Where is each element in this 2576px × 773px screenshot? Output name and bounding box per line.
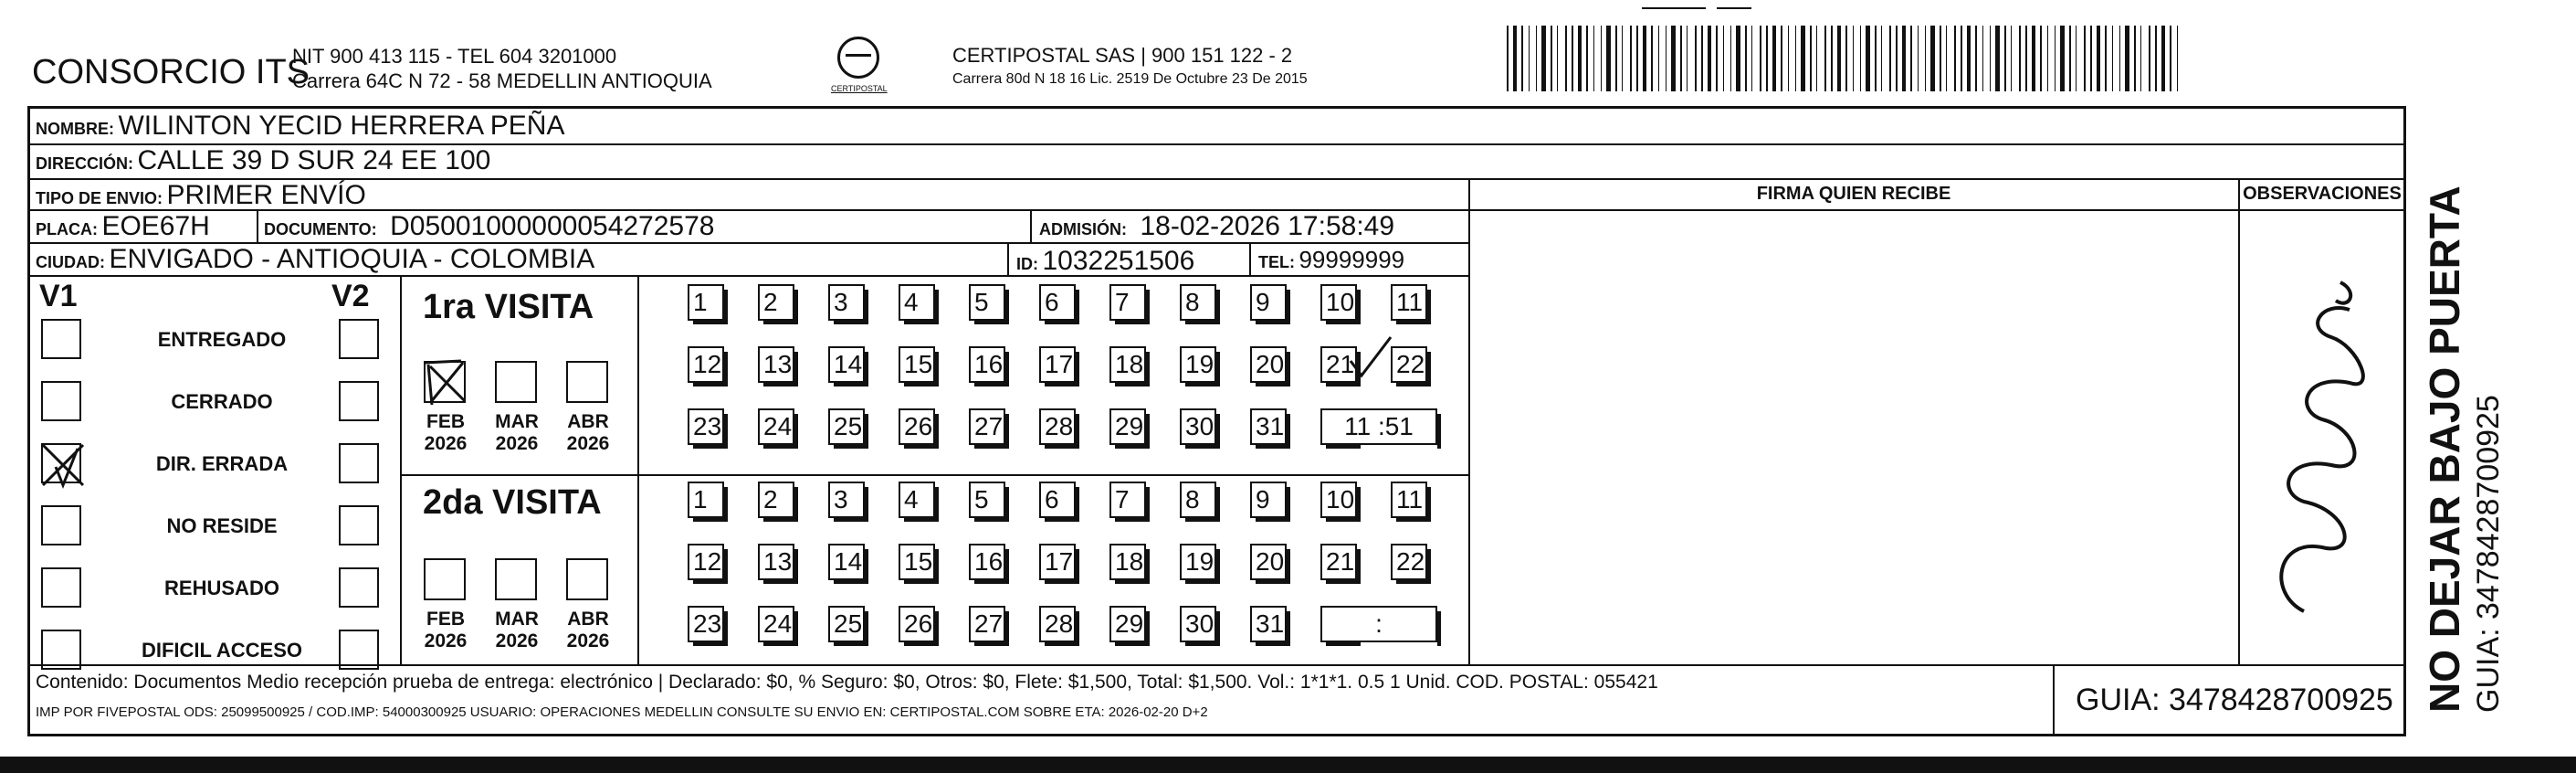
tipo-value: PRIMER ENVÍO bbox=[166, 180, 366, 210]
status-label: CERRADO bbox=[171, 390, 273, 413]
month-year: 2026 bbox=[424, 433, 468, 454]
row-admision bbox=[1039, 211, 1394, 242]
second-day-box[interactable]: 24 bbox=[758, 606, 794, 642]
no-dejar-bajo-puerta: NO DEJAR BAJO PUERTA bbox=[2421, 185, 2468, 713]
admision-value: 18-02-2026 17:58:49 bbox=[1140, 211, 1395, 241]
first-day-box[interactable]: 11 bbox=[1391, 284, 1427, 321]
day-21-check-mark bbox=[1345, 334, 1396, 385]
carrier-info bbox=[952, 44, 1308, 88]
nombre-value: WILINTON YECID HERRERA PEÑA bbox=[118, 111, 565, 141]
status-label: NO RESIDE bbox=[166, 514, 278, 537]
second-day-box[interactable]: 30 bbox=[1180, 606, 1216, 642]
observaciones-header: OBSERVACIONES bbox=[2243, 184, 2402, 204]
month-name: ABR bbox=[567, 609, 609, 630]
second-day-box[interactable]: 26 bbox=[899, 606, 935, 642]
divider bbox=[1030, 209, 1032, 242]
second-day-box[interactable]: 25 bbox=[828, 606, 865, 642]
first-day-box[interactable]: 25 bbox=[828, 408, 865, 445]
id-value: 1032251506 bbox=[1042, 246, 1195, 276]
nit-line: NIT 900 413 115 - TEL 604 3201000 bbox=[292, 45, 617, 68]
feb-check-mark bbox=[421, 357, 472, 408]
first-day-box[interactable]: 29 bbox=[1109, 408, 1146, 445]
first-month-label bbox=[561, 411, 615, 455]
placa-label: PLACA: bbox=[36, 220, 98, 238]
second-day-box[interactable]: 20 bbox=[1250, 544, 1287, 580]
v1-checkbox[interactable] bbox=[41, 567, 81, 608]
top-rule bbox=[1642, 7, 1706, 9]
signature-mark bbox=[2249, 246, 2395, 648]
row-tel bbox=[1258, 246, 1404, 274]
row-documento bbox=[264, 211, 714, 242]
first-day-box[interactable]: 10 bbox=[1320, 284, 1357, 321]
v1-check-mark bbox=[37, 439, 89, 491]
second-day-box[interactable]: 10 bbox=[1320, 482, 1357, 518]
row-tipo bbox=[36, 180, 366, 211]
month-year: 2026 bbox=[566, 433, 610, 454]
row-direccion bbox=[36, 145, 490, 176]
divider bbox=[30, 275, 1468, 277]
ciudad-label: CIUDAD: bbox=[36, 253, 105, 271]
second-day-box[interactable]: 15 bbox=[899, 544, 935, 580]
divider bbox=[30, 178, 2406, 180]
row-placa bbox=[36, 211, 210, 242]
divider bbox=[1007, 242, 1009, 275]
second-day-box[interactable]: 13 bbox=[758, 544, 794, 580]
second-day-box[interactable]: 23 bbox=[688, 606, 724, 642]
month-name: FEB bbox=[426, 411, 465, 432]
side-notice bbox=[2420, 185, 2507, 713]
status-label: REHUSADO bbox=[164, 577, 279, 599]
second-day-box[interactable]: 3 bbox=[828, 482, 865, 518]
second-time-box[interactable]: : bbox=[1320, 606, 1437, 642]
v1-label: V1 bbox=[39, 279, 78, 313]
ciudad-value: ENVIGADO - ANTIOQUIA - COLOMBIA bbox=[109, 244, 595, 274]
second-day-box[interactable]: 14 bbox=[828, 544, 865, 580]
first-day-box[interactable]: 16 bbox=[969, 346, 1005, 383]
first-day-box[interactable]: 9 bbox=[1250, 284, 1287, 321]
v2-checkbox[interactable] bbox=[339, 443, 379, 483]
side-guia: GUIA: 3478428700925 bbox=[2471, 395, 2506, 713]
first-day-box[interactable]: 23 bbox=[688, 408, 724, 445]
footer-content: Contenido: Documentos Medio recepción prueba de entrega: electrónico | Declarado: $0, % Seguro: $0, Otros: $0, Flete: $1,500, Total: $1,500. Vol.: 1*1*1. 0.5 1 Unid. COD. POSTAL: 055421 bbox=[36, 672, 1658, 693]
firma-header: FIRMA QUIEN RECIBE bbox=[1756, 184, 1951, 204]
certipostal-logo bbox=[831, 37, 886, 102]
second-day-box[interactable]: 17 bbox=[1039, 544, 1076, 580]
first-day-box[interactable]: 8 bbox=[1180, 284, 1216, 321]
second-day-box[interactable]: 19 bbox=[1180, 544, 1216, 580]
first-day-box[interactable]: 12 bbox=[688, 346, 724, 383]
barcode-icon bbox=[1507, 26, 2182, 91]
divider bbox=[400, 474, 1468, 476]
nombre-label: NOMBRE: bbox=[36, 120, 114, 138]
second-day-box[interactable]: 18 bbox=[1109, 544, 1146, 580]
second-day-box[interactable]: 31 bbox=[1250, 606, 1287, 642]
divider bbox=[1468, 209, 2406, 211]
month-year: 2026 bbox=[495, 630, 539, 651]
second-day-box[interactable]: 4 bbox=[899, 482, 935, 518]
shipping-label-frame bbox=[27, 106, 2406, 736]
second-day-box[interactable]: 2 bbox=[758, 482, 794, 518]
first-day-box[interactable]: 15 bbox=[899, 346, 935, 383]
divider bbox=[400, 275, 402, 664]
first-day-box[interactable]: 17 bbox=[1039, 346, 1076, 383]
second-month-label bbox=[418, 609, 473, 652]
footer-print-info: IMP POR FIVEPOSTAL ODS: 25099500925 / COD.IMP: 54000300925 USUARIO: OPERACIONES MEDELLIN CONSULTE SU ENVIO EN: CERTIPOSTAL.COM SOBRE ETA: 2026-02-20 D+2 bbox=[36, 704, 1208, 720]
status-label: DIR. ERRADA bbox=[155, 452, 289, 475]
month-name: MAR bbox=[495, 609, 539, 630]
month-name: FEB bbox=[426, 609, 465, 630]
company-name: CONSORCIO ITS bbox=[32, 53, 310, 91]
row-nombre bbox=[36, 111, 564, 142]
first-day-box[interactable]: 28 bbox=[1039, 408, 1076, 445]
id-label: ID: bbox=[1016, 255, 1038, 273]
first-month-label bbox=[489, 411, 544, 455]
first-day-box[interactable]: 26 bbox=[899, 408, 935, 445]
direccion-value: CALLE 39 D SUR 24 EE 100 bbox=[137, 145, 491, 175]
status-label: DIFICIL ACCESO bbox=[141, 639, 302, 662]
divider bbox=[1468, 178, 1470, 664]
first-visit-title: 1ra VISITA bbox=[423, 288, 594, 326]
divider bbox=[2053, 664, 2055, 734]
v2-checkbox[interactable] bbox=[339, 567, 379, 608]
first-day-box[interactable]: 2 bbox=[758, 284, 794, 321]
second-day-box[interactable]: 8 bbox=[1180, 482, 1216, 518]
divider bbox=[257, 209, 258, 242]
v1-checkbox[interactable] bbox=[41, 381, 81, 421]
tipo-label: TIPO DE ENVIO: bbox=[36, 189, 163, 207]
first-day-box[interactable]: 30 bbox=[1180, 408, 1216, 445]
first-day-box[interactable]: 18 bbox=[1109, 346, 1146, 383]
row-ciudad bbox=[36, 244, 594, 275]
second-day-box[interactable]: 21 bbox=[1320, 544, 1357, 580]
logo-text: CERTIPOSTAL bbox=[831, 84, 888, 93]
second-day-box[interactable]: 1 bbox=[688, 482, 724, 518]
v1-checkbox[interactable] bbox=[41, 319, 81, 359]
first-day-box[interactable]: 21 bbox=[1320, 346, 1357, 383]
second-day-box[interactable]: 16 bbox=[969, 544, 1005, 580]
documento-label: DOCUMENTO: bbox=[264, 220, 377, 238]
first-day-box[interactable]: 14 bbox=[828, 346, 865, 383]
first-day-box[interactable]: 22 bbox=[1391, 346, 1427, 383]
first-day-box[interactable]: 5 bbox=[969, 284, 1005, 321]
top-rule bbox=[1717, 7, 1751, 9]
first-month-checkbox[interactable] bbox=[566, 361, 608, 403]
tel-label: TEL: bbox=[1258, 253, 1295, 271]
divider bbox=[30, 664, 2406, 666]
first-day-box[interactable]: 1 bbox=[688, 284, 724, 321]
second-day-box[interactable]: 27 bbox=[969, 606, 1005, 642]
v2-checkbox[interactable] bbox=[339, 505, 379, 545]
placa-value: EOE67H bbox=[101, 211, 210, 241]
divider bbox=[2238, 178, 2240, 664]
first-day-box[interactable]: 27 bbox=[969, 408, 1005, 445]
v2-checkbox[interactable] bbox=[339, 381, 379, 421]
address-line: Carrera 64C N 72 - 58 MEDELLIN ANTIOQUIA bbox=[292, 69, 712, 92]
second-visit-title: 2da VISITA bbox=[423, 483, 602, 522]
second-day-box[interactable]: 9 bbox=[1250, 482, 1287, 518]
first-month-label bbox=[418, 411, 473, 455]
second-day-box[interactable]: 22 bbox=[1391, 544, 1427, 580]
row-id bbox=[1016, 246, 1194, 277]
first-day-box[interactable]: 7 bbox=[1109, 284, 1146, 321]
first-day-box[interactable]: 24 bbox=[758, 408, 794, 445]
second-month-checkbox[interactable] bbox=[424, 558, 466, 600]
second-day-box[interactable]: 29 bbox=[1109, 606, 1146, 642]
second-month-label bbox=[561, 609, 615, 652]
first-day-box[interactable]: 13 bbox=[758, 346, 794, 383]
bottom-bar bbox=[0, 757, 2576, 773]
v2-label: V2 bbox=[331, 279, 370, 313]
company-contact bbox=[292, 44, 712, 93]
documento-value: D05001000000054272578 bbox=[390, 211, 715, 241]
guia-number: GUIA: 3478428700925 bbox=[2076, 683, 2393, 717]
month-year: 2026 bbox=[495, 433, 539, 454]
month-name: ABR bbox=[567, 411, 609, 432]
first-day-box[interactable]: 4 bbox=[899, 284, 935, 321]
second-day-box[interactable]: 28 bbox=[1039, 606, 1076, 642]
status-label: ENTREGADO bbox=[157, 328, 287, 351]
second-day-box[interactable]: 11 bbox=[1391, 482, 1427, 518]
first-day-box[interactable]: 6 bbox=[1039, 284, 1076, 321]
second-day-box[interactable]: 7 bbox=[1109, 482, 1146, 518]
carrier-address: Carrera 80d N 18 16 Lic. 2519 De Octubre 23 De 2015 bbox=[952, 71, 1308, 87]
divider bbox=[1249, 242, 1251, 275]
carrier-line: CERTIPOSTAL SAS | 900 151 122 - 2 bbox=[952, 44, 1293, 67]
direccion-label: DIRECCIÓN: bbox=[36, 154, 133, 173]
second-day-box[interactable]: 12 bbox=[688, 544, 724, 580]
first-time-box[interactable]: 11 :51 bbox=[1320, 408, 1437, 445]
second-month-checkbox[interactable] bbox=[566, 558, 608, 600]
month-year: 2026 bbox=[424, 630, 468, 651]
second-month-label bbox=[489, 609, 544, 652]
first-month-checkbox[interactable] bbox=[495, 361, 537, 403]
first-day-box[interactable]: 3 bbox=[828, 284, 865, 321]
first-day-box[interactable]: 20 bbox=[1250, 346, 1287, 383]
second-day-box[interactable]: 5 bbox=[969, 482, 1005, 518]
logo-icon bbox=[837, 37, 879, 79]
month-name: MAR bbox=[495, 411, 539, 432]
first-day-box[interactable]: 19 bbox=[1180, 346, 1216, 383]
second-month-checkbox[interactable] bbox=[495, 558, 537, 600]
v1-checkbox[interactable] bbox=[41, 505, 81, 545]
month-year: 2026 bbox=[566, 630, 610, 651]
first-day-box[interactable]: 31 bbox=[1250, 408, 1287, 445]
admision-label: ADMISIÓN: bbox=[1039, 220, 1127, 238]
v2-checkbox[interactable] bbox=[339, 319, 379, 359]
divider bbox=[637, 275, 639, 664]
second-day-box[interactable]: 6 bbox=[1039, 482, 1076, 518]
tel-value: 99999999 bbox=[1299, 246, 1405, 273]
